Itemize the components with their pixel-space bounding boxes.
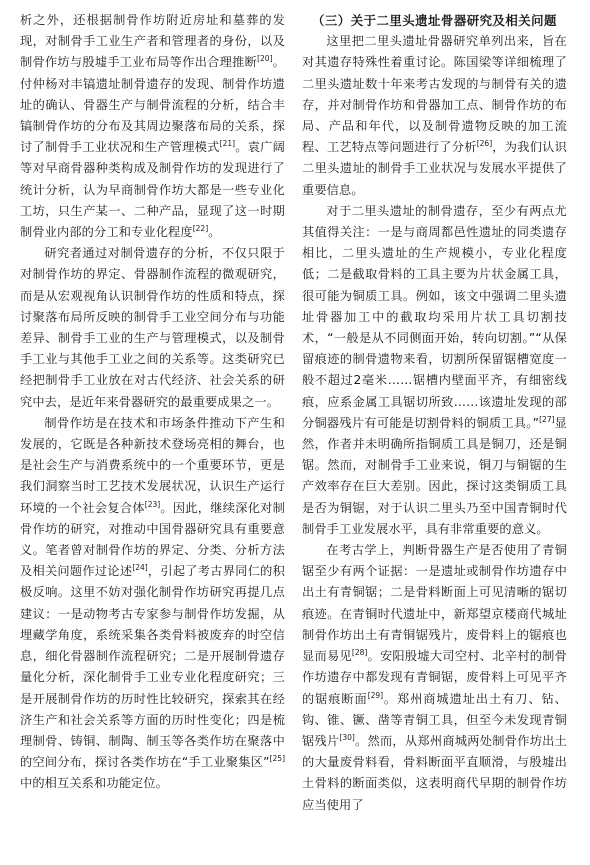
citation-marker: [25] (269, 754, 285, 764)
citation-marker: [24] (132, 563, 148, 573)
paragraph-text: 这里把二里头遗址骨器研究单列出来，旨在对其遗存特殊性着重讨论。陈国梁等详细梳理了二里头遗址数十年来考古发现的与制骨有关的遗存，并对制骨作坊和骨器加工点、制骨作坊的布局、产品和年代，以及制骨遗物反映的加工流程、工艺特点等问题进行了分析 (302, 34, 567, 155)
paragraph-text: 。付仲杨对丰镐遗址制骨遗存的发现、制骨作坊遗址的确认、骨器生产与制骨流程的分析，结合丰镐制骨作坊的分布及其周边聚落布局的关系，探讨了制骨手工业状况和生产管理模式 (20, 55, 285, 155)
citation-marker: [26] (476, 139, 493, 149)
section-heading: （三）关于二里头遗址骨器研究及相关问题 (312, 13, 557, 28)
paragraph-text: 显然，作者并未明确所指铜质工具是铜刀，还是铜锯。然而，对制骨手工业来说，铜刀与铜锯的生产效率存在巨大差别。因此，探讨这类铜质工具是否为铜锯，对于认识二里头乃至中国青铜时代制骨手工业发展水平，具有非常重要的意义。 (302, 415, 567, 536)
paragraph-text: 。袁广阔等对早商骨器种类构成及制骨作坊的发现进行了统计分析，认为早商制骨作坊大都是一些专业化工坊，只生产某一、二种产品，显现了这一时期制骨业内部的分工和专业化程度 (20, 140, 285, 240)
paragraph-text: ，引起了考古界同仁的积极反响。这里不妨对强化制骨作坊研究再提几点建议：一是动物考古专家参与制骨作坊发掘，从埋藏学角度，系统采集各类骨料被废弃的时空信息，细化骨器制作流程研究；二是开展制骨遗存量化分析，深化制骨手工业专业化程度研究；三是开展制骨作坊的历时性比较研究，探索其在经济生产和社会关系等方面的历时性变化；四是梳理制骨、铸铜、制陶、制玉等各类作坊在聚落中的空间分布，探讨各类作坊在“手工业聚集区” (20, 564, 285, 770)
paragraph-text: 制骨作坊是在技术和市场条件推动下产生和发展的，它既是各种新技术登场亮相的舞台，也是社会生产与消费系统中的一个重要环节，更是我们洞察当时工艺技术发展状况，认识生产运行环境的一个社会复合体 (20, 415, 285, 515)
citation-marker: [28] (351, 648, 368, 658)
citation-marker: [22] (192, 223, 209, 233)
paragraph-text: 。因此，继续深化对制骨作坊的研究，对推动中国骨器研究具有重要意义。笔者曾对制骨作坊的界定、分类、分析方法及相关问题作过论述 (20, 500, 285, 579)
body-paragraph (20, 413, 285, 795)
paragraph-text: 对于二里头遗址的制骨遗存，至少有两点尤其值得关注：一是与商周都邑性遗址的同类遗存相比，二里头遗址的生产规模小，专业化程度低；二是截取骨料的工具主要为片状金属工具，很可能为铜质工具。例如，该文中强调二里头遗址骨器加工中的截取均采用片状工具切割技术，“一般是从不同侧面开始，转向切割。”“从保留痕迹的制骨遗物来看，切割所保留锯槽宽度一般不超过2毫米……锯槽内壁面平齐，有细密线痕，应系金属工具锯切所致……该遗址发现的部分铜器残片有可能是切割骨料的铜质工具。” (302, 203, 567, 430)
citation-marker: [20] (257, 54, 273, 64)
body-paragraph (20, 243, 285, 413)
right-column (302, 10, 567, 816)
citation-marker: [29] (367, 690, 384, 700)
paragraph-text: 。郑州商城遗址出土有刀、钻、钩、锥、镢、凿等青铜工具，但至今未发现青铜锯残片 (302, 691, 567, 748)
paragraph-text: 。 (208, 225, 221, 240)
body-paragraph (302, 201, 567, 540)
citation-marker: [21] (219, 139, 236, 149)
citation-marker: [27] (539, 414, 555, 424)
paragraph-text: 中的相互关系和功能定位。 (20, 776, 169, 791)
paragraph-text: 在考古学上，判断骨器生产是否使用了青铜锯至少有两个证据：一是遗址或制骨作坊遗存中出土有青铜锯；二是骨料断面上可见清晰的锯切痕迹。在青铜时代遗址中，新郑望京楼商代城址制骨作坊出土有青铜锯残片，废骨料上的锯痕也显而易见 (302, 543, 567, 664)
paragraph-text: ，为我们认识二里头遗址的制骨手工业状况与发展水平提供了重要信息。 (302, 140, 567, 197)
citation-marker: [30] (339, 732, 355, 742)
citation-marker: [23] (144, 499, 161, 509)
left-column (20, 10, 285, 795)
paragraph-text: 。然而，从郑州商城两处制骨作坊出土的大量废骨料看，骨料断面平直顺滑，与殷墟出土骨料的断面类似，这表明商代早期的制骨作坊应当使用了 (302, 733, 567, 812)
body-paragraph (20, 10, 285, 243)
paragraph-text: 研究者通过对制骨遗存的分析，不仅只限于对制骨作坊的界定、骨器制作流程的微观研究，而是从宏观视角认识制骨作坊的性质和特点，探讨聚落布局所反映的制骨手工业空间分布与功能差异、制骨手工业的生产与管理模式，以及制骨手工业与其他手工业之间的关系等。这类研究已经把制骨手工业放在对古代经济、社会关系的研究中去，是近年来骨器研究的最重要成果之一。 (20, 246, 285, 409)
body-paragraph (302, 540, 567, 816)
body-paragraph (302, 31, 567, 201)
paragraph-text: 析之外，还根据制骨作坊附近房址和墓葬的发现，对制骨手工业生产者和管理者的身份，以及制骨作坊与殷墟手工业布局等作出合理推断 (20, 13, 285, 70)
paragraph-text: 。安阳殷墟大司空村、北辛村的制骨作坊遗存中都发现有青铜锯，废骨料上可见平齐的锯痕断面 (302, 649, 567, 706)
